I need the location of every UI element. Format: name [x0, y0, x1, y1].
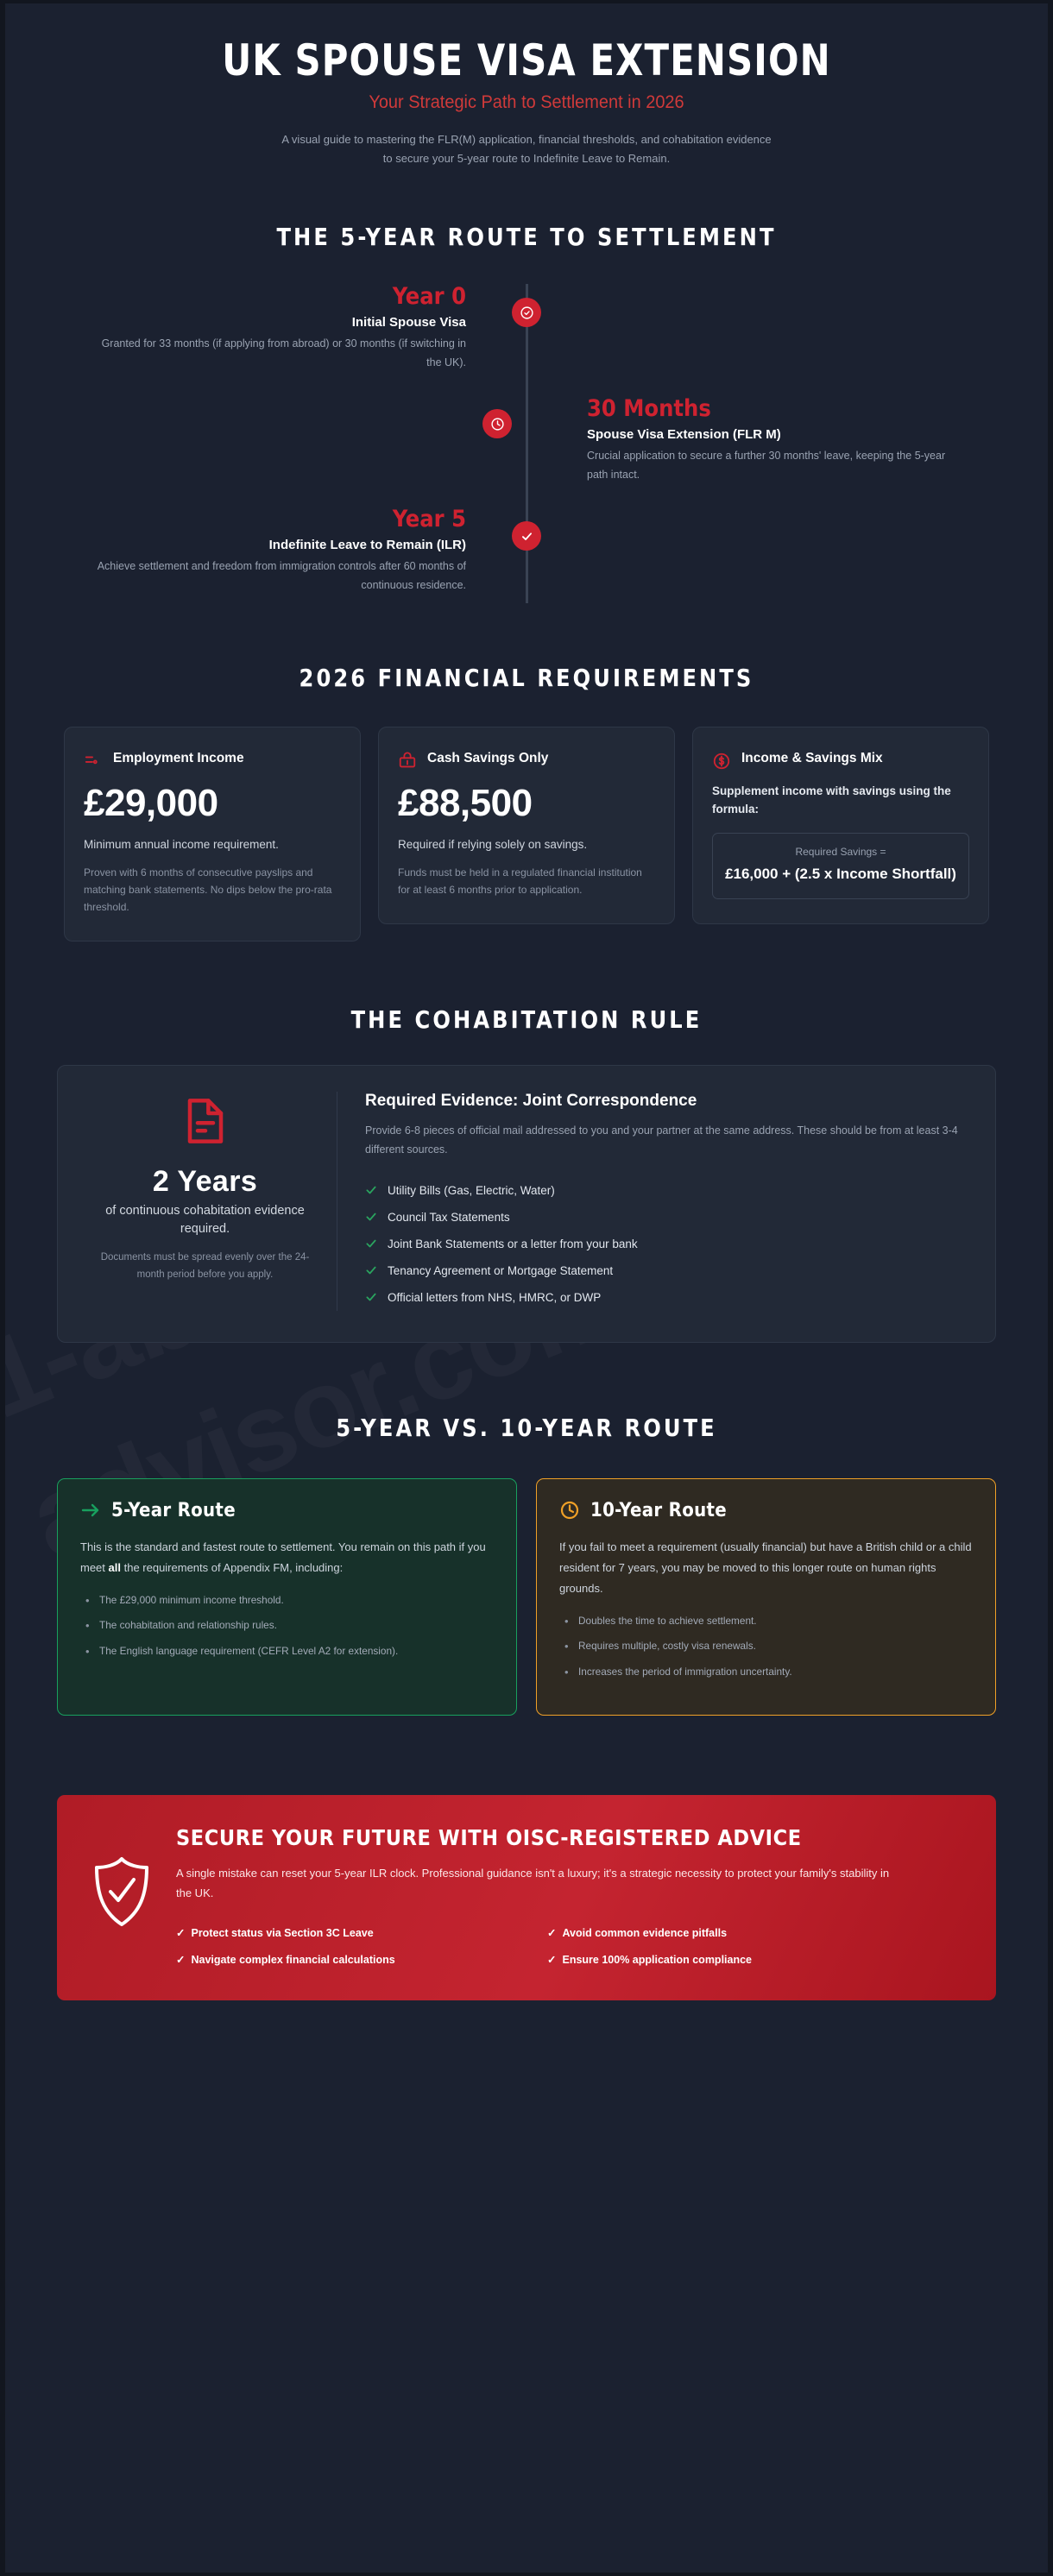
financial-card-lead: Supplement income with savings using the formula:: [712, 784, 951, 816]
timeline-item-desc: Crucial application to secure a further 30 months' leave, keeping the 5-year path intact.: [587, 449, 946, 481]
route-body: [80, 1537, 494, 1578]
cta-benefit-item: [547, 1926, 884, 1939]
timeline-item-year-5: [95, 507, 466, 595]
formula-box: [712, 833, 969, 900]
header-lede-line-1: A visual guide to mastering the FLR(M) application, financial thresholds, and cohabitation evidence: [281, 132, 772, 146]
evidence-item-label: Council Tax Statements: [388, 1210, 510, 1224]
header: [5, 3, 1048, 178]
cta-banner[interactable]: [57, 1795, 996, 2000]
list-item: • The cohabitation and relationship rules.: [80, 1617, 494, 1634]
cohabitation-years: 2 Years: [152, 1164, 258, 1198]
payslip-icon: [84, 752, 103, 771]
financial-card-amount: £29,000: [84, 782, 218, 824]
financial-card-header: [712, 750, 969, 771]
route-body: If you fail to meet a requirement (usually financial) but have a British child or a child resident for 7 years, you may be moved to this longer route on human rights grounds.: [559, 1540, 972, 1595]
route-card-header: [559, 1500, 973, 1521]
cta-benefit-item: [176, 1926, 513, 1939]
financial-card-lead: Minimum annual income requirement.: [84, 838, 279, 852]
cta-benefits: [176, 1926, 884, 1966]
dollar-circle-icon: [712, 752, 731, 771]
financial-card-header: [398, 750, 655, 771]
check-icon: [512, 521, 541, 551]
financial-card-header: [84, 750, 341, 771]
financial-card-note: Funds must be held in a regulated financial institution for at least 6 months prior to application.: [398, 866, 642, 897]
cohabitation-section: [5, 1005, 1048, 1343]
list-item: [365, 1284, 966, 1311]
cohabitation-heading: THE COHABITATION RULE: [350, 1005, 703, 1034]
clock-outline-icon: [559, 1500, 580, 1521]
formula-value: £16,000 + (2.5 x Income Shortfall): [725, 865, 956, 882]
check-icon: [365, 1211, 377, 1223]
cta-section: [57, 1795, 996, 2000]
financial-card-employment-income: [64, 727, 361, 942]
check-icon: [365, 1264, 377, 1276]
list-item: [365, 1257, 966, 1284]
check-mark-icon: ✓: [547, 1926, 557, 1939]
timeline-item-title: Indefinite Leave to Remain (ILR): [268, 537, 466, 552]
timeline-year-label: 30 Months: [587, 395, 711, 422]
timeline-heading: THE 5-YEAR ROUTE TO SETTLEMENT: [276, 223, 777, 251]
cta-description: A single mistake can reset your 5-year ILR clock. Professional guidance isn't a luxury; it's a strategic necessity to protect your family's stability in the UK.: [176, 1867, 890, 1899]
route-body-part-2: the requirements of Appendix FM, including:: [120, 1560, 344, 1574]
route-body-emphasis: all: [108, 1560, 121, 1574]
timeline-item-desc: Achieve settlement and freedom from immigration controls after 60 months of continuous residence.: [97, 559, 466, 591]
financial-section: [5, 664, 1048, 942]
timeline-year-label: Year 0: [392, 283, 466, 310]
cohabitation-note: Documents must be spread evenly over the 24-month period before you apply.: [100, 1252, 310, 1280]
formula-label: Required Savings =: [795, 845, 886, 858]
financial-card-note: Proven with 6 months of consecutive payslips and matching bank statements. No dips below the pro-rata threshold.: [84, 866, 332, 913]
list-item: [365, 1204, 966, 1231]
timeline-item-desc: Granted for 33 months (if applying from abroad) or 30 months (if switching in the UK).: [101, 337, 466, 368]
list-item: • Increases the period of immigration uncertainty.: [559, 1664, 973, 1680]
financial-card-label: Employment Income: [113, 751, 244, 765]
arrow-right-icon: [80, 1500, 101, 1521]
cta-benefit-label: Avoid common evidence pitfalls: [562, 1926, 728, 1939]
routes-heading: 5-YEAR VS. 10-YEAR ROUTE: [336, 1413, 717, 1442]
list-item: [365, 1177, 966, 1204]
page-subtitle: Your Strategic Path to Settlement in 2026: [369, 91, 684, 112]
evidence-item-label: Tenancy Agreement or Mortgage Statement: [388, 1263, 614, 1277]
check-circle-icon: [512, 298, 541, 327]
routes-section: [5, 1414, 1048, 1716]
timeline-section: [5, 223, 1048, 603]
clock-icon: [482, 409, 512, 438]
evidence-description: Provide 6-8 pieces of official mail addressed to you and your partner at the same address. These should be from at least 3-4 different sources.: [365, 1124, 958, 1156]
route-bullets: [559, 1613, 973, 1680]
cta-benefit-label: Protect status via Section 3C Leave: [191, 1926, 374, 1939]
cta-benefit-item: [547, 1953, 884, 1966]
financial-card-income-savings-mix: [692, 727, 989, 924]
cta-benefit-label: Navigate complex financial calculations: [191, 1953, 395, 1966]
header-lede-line-2: to secure your 5-year route to Indefinite Leave to Remain.: [382, 152, 671, 166]
cohabitation-card: [57, 1065, 996, 1343]
cta-content: [176, 1824, 962, 1966]
financial-card-lead: Required if relying solely on savings.: [398, 838, 588, 852]
list-item: • The £29,000 minimum income threshold.: [80, 1592, 494, 1609]
timeline-year-label: Year 5: [392, 506, 466, 532]
check-mark-icon: ✓: [547, 1953, 557, 1966]
route-title: 5-Year Route: [111, 1499, 236, 1521]
timeline-spine: [526, 284, 528, 603]
cta-benefit-item: [176, 1953, 513, 1966]
check-icon: [365, 1184, 377, 1196]
timeline-item-year-0: [95, 284, 466, 372]
cta-benefit-label: Ensure 100% application compliance: [562, 1953, 753, 1966]
safe-box-icon: [398, 752, 417, 771]
check-mark-icon: ✓: [176, 1953, 186, 1966]
financial-card-amount: £88,500: [398, 782, 533, 824]
list-item: • The English language requirement (CEFR Level A2 for extension).: [80, 1643, 494, 1660]
cohabitation-subtitle: of continuous cohabitation evidence required.: [105, 1203, 305, 1237]
page-title: UK SPOUSE VISA EXTENSION: [222, 35, 831, 85]
route-card-header: [80, 1500, 494, 1521]
list-item: • Requires multiple, costly visa renewals.: [559, 1638, 973, 1654]
cohabitation-summary: [87, 1092, 337, 1311]
evidence-title: Required Evidence: Joint Correspondence: [365, 1091, 697, 1110]
check-mark-icon: ✓: [176, 1926, 186, 1939]
financial-card-cash-savings: [378, 727, 675, 924]
timeline: [95, 284, 958, 603]
list-item: • Doubles the time to achieve settlement.: [559, 1613, 973, 1629]
route-card-ten-year: [536, 1478, 996, 1716]
timeline-item-title: Initial Spouse Visa: [351, 314, 466, 330]
list-item: [365, 1231, 966, 1257]
financial-card-label: Cash Savings Only: [427, 751, 549, 765]
shield-check-icon: [91, 1824, 152, 1932]
financial-cards: [64, 727, 989, 942]
evidence-item-label: Official letters from NHS, HMRC, or DWP: [388, 1290, 602, 1304]
timeline-item-30-months: [587, 396, 958, 484]
evidence-item-label: Utility Bills (Gas, Electric, Water): [388, 1183, 555, 1197]
evidence-list: [365, 1177, 966, 1311]
header-lede: [250, 130, 803, 170]
document-icon: [182, 1095, 229, 1147]
timeline-item-title: Spouse Visa Extension (FLR M): [587, 426, 781, 442]
evidence-item-label: Joint Bank Statements or a letter from your bank: [388, 1237, 638, 1250]
routes-grid: [57, 1478, 996, 1716]
financial-card-label: Income & Savings Mix: [741, 751, 883, 765]
cta-title: SECURE YOUR FUTURE WITH OISC-REGISTERED ADVICE: [176, 1825, 802, 1851]
route-card-five-year: [57, 1478, 517, 1716]
route-title: 10-Year Route: [590, 1499, 727, 1521]
route-body-part-1: This is the standard and fastest route to settlement. You remain on this path if you meet: [80, 1540, 486, 1574]
financial-heading: 2026 FINANCIAL REQUIREMENTS: [299, 664, 754, 692]
cohabitation-evidence: [337, 1092, 966, 1311]
check-icon: [365, 1238, 377, 1250]
route-bullets: [80, 1592, 494, 1660]
check-icon: [365, 1291, 377, 1303]
